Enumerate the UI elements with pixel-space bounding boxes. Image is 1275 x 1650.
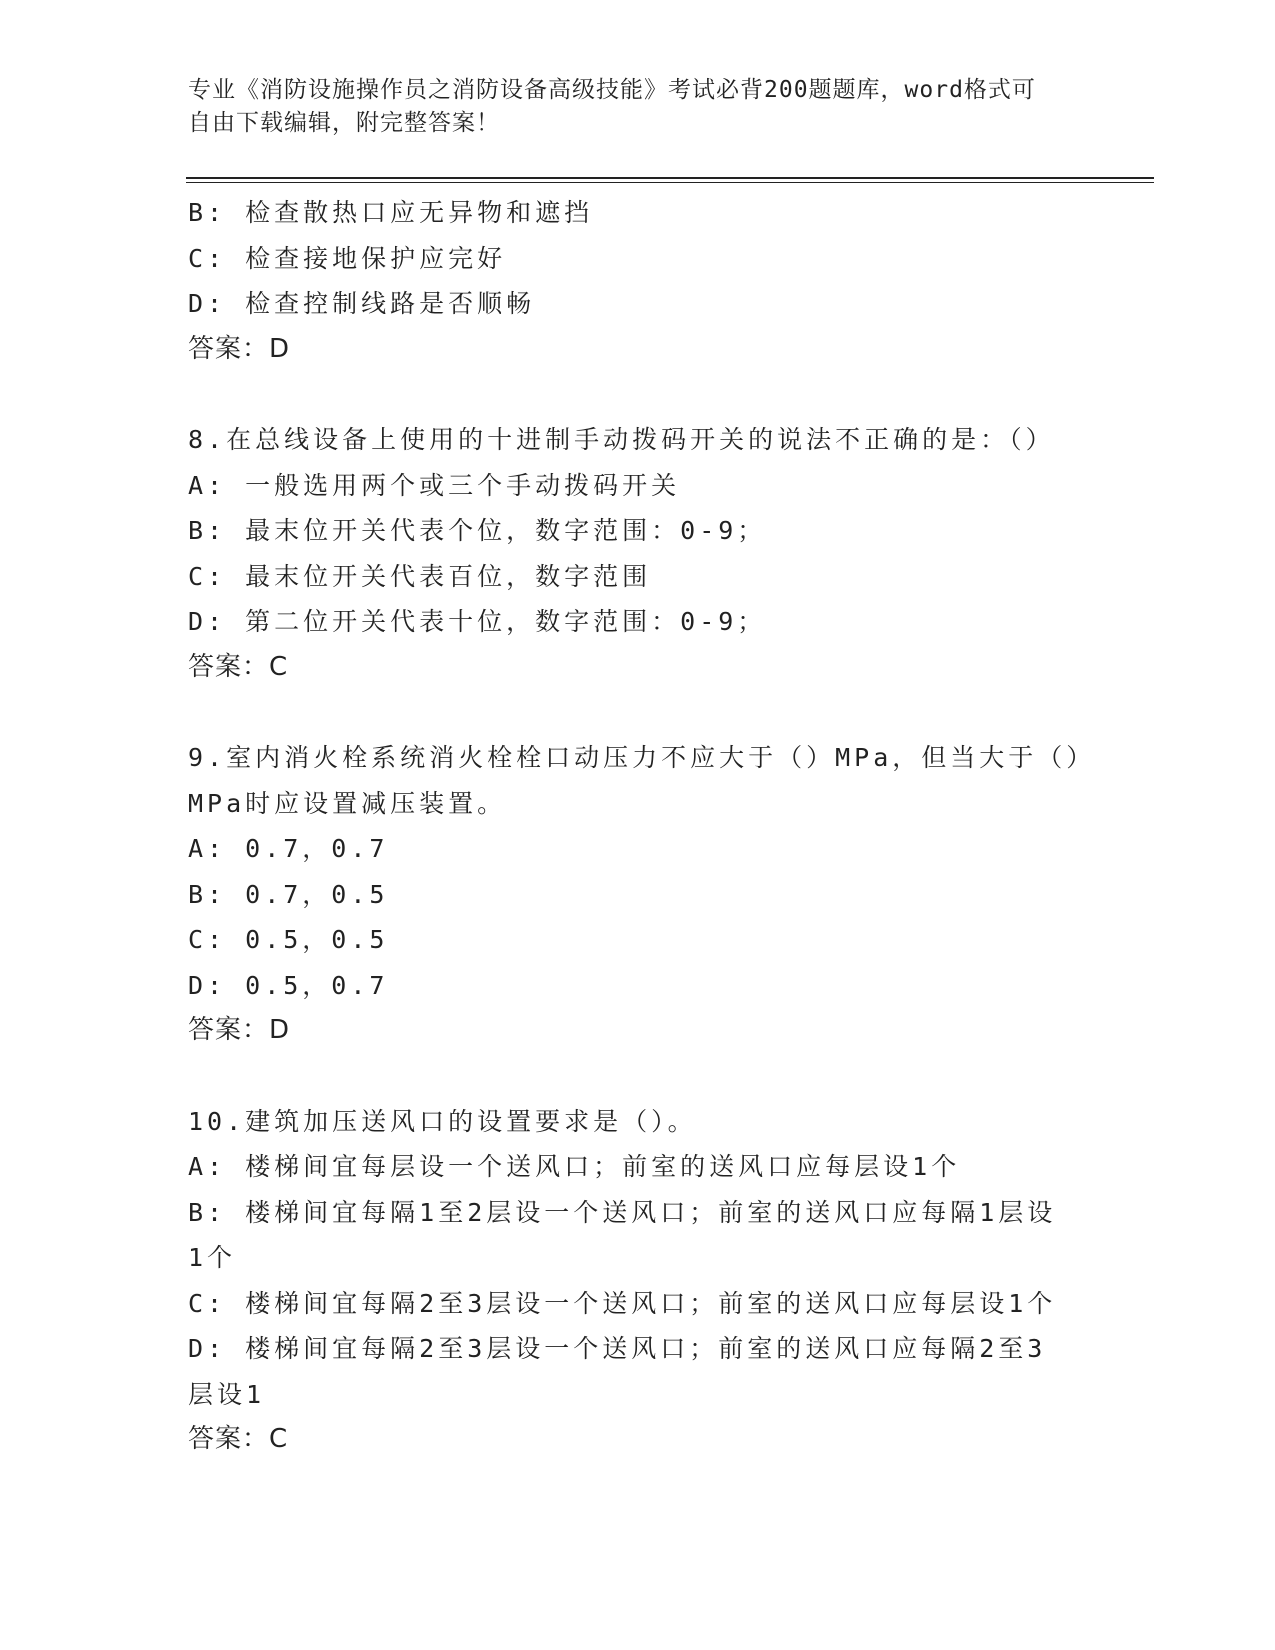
option-b-line-1: B: 楼梯间宜每隔1至2层设一个送风口；前室的送风口应每隔1层设	[188, 1197, 1057, 1227]
spacer	[188, 372, 1088, 417]
header-title-line-1: 专业《消防设施操作员之消防设备高级技能》考试必背200题题库，word格式可	[188, 77, 1036, 103]
question-block-8	[188, 417, 1088, 690]
spacer	[188, 1054, 1088, 1099]
option-b: B: 检查散热口应无异物和遮挡	[188, 198, 594, 227]
document-body	[188, 190, 1096, 1463]
document-header	[188, 74, 1088, 140]
option-a: A: 一般选用两个或三个手动拨码开关	[188, 470, 681, 500]
question-block-10	[188, 1099, 1088, 1463]
question-stem-line-1: 9.室内消火栓系统消火栓栓口动压力不应大于（）MPa，但当大于（）	[188, 743, 1096, 772]
option-d: D: 0.5，0.7	[188, 970, 389, 1000]
answer-line: 答案：C	[188, 651, 289, 682]
question-block-9	[188, 735, 1096, 1054]
answer-line: 答案：C	[188, 1424, 289, 1454]
option-b: B: 最末位开关代表个位，数字范围：0-9；	[188, 516, 767, 545]
question-stem: 8.在总线设备上使用的十进制手动拨码开关的说法不正确的是：（）	[188, 425, 1055, 454]
question-stem-line-2: MPa时应设置减压装置。	[188, 788, 507, 818]
option-b-line-2: 1个	[188, 1243, 237, 1272]
option-c: C: 检查接地保护应完好	[188, 243, 507, 273]
question-block-7	[188, 190, 1088, 372]
option-d: D: 第二位开关代表十位，数字范围：0-9；	[188, 607, 767, 636]
option-d: D: 检查控制线路是否顺畅	[188, 289, 536, 318]
answer-line: 答案：D	[188, 1015, 291, 1045]
answer-line: 答案：D	[188, 333, 291, 364]
option-d-line-1: D: 楼梯间宜每隔2至3层设一个送风口；前室的送风口应每隔2至3	[188, 1334, 1047, 1363]
option-c: C: 楼梯间宜每隔2至3层设一个送风口；前室的送风口应每层设1个	[188, 1288, 1057, 1318]
header-divider-thick	[186, 177, 1154, 179]
header-divider-thin	[186, 182, 1154, 183]
option-d-line-2: 层设1	[188, 1379, 266, 1409]
spacer	[188, 690, 1088, 735]
option-c: C: 0.5，0.5	[188, 925, 389, 954]
option-a: A: 0.7，0.7	[188, 834, 389, 863]
option-b: B: 0.7，0.5	[188, 879, 389, 909]
header-title-line-2: 自由下载编辑，附完整答案！	[188, 110, 500, 136]
option-a: A: 楼梯间宜每层设一个送风口；前室的送风口应每层设1个	[188, 1152, 961, 1181]
option-c: C: 最末位开关代表百位，数字范围	[188, 561, 652, 591]
question-stem: 10.建筑加压送风口的设置要求是（）。	[188, 1106, 697, 1136]
